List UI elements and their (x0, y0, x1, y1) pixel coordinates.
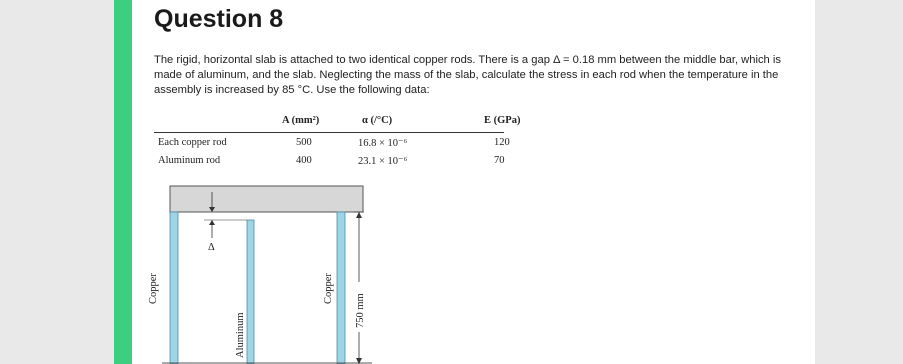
right-copper-rod (337, 212, 345, 364)
row-label: Aluminum rod (158, 155, 221, 166)
accent-bar (114, 0, 132, 364)
header-alpha: α (/°C) (362, 115, 393, 126)
row-area: 500 (296, 137, 312, 148)
aluminum-rod (247, 220, 254, 364)
gap-label: Δ (208, 242, 215, 253)
rigid-slab (170, 186, 363, 212)
row-area: 400 (296, 155, 312, 166)
rod-slab-diagram (132, 178, 392, 364)
right-rod-label: Copper (323, 273, 334, 304)
row-modulus: 120 (494, 137, 510, 148)
middle-rod-label: Aluminum (235, 312, 246, 358)
row-label: Each copper rod (158, 137, 227, 148)
gap-arrowhead-up (209, 220, 215, 225)
left-rod-label: Copper (148, 273, 159, 304)
row-alpha: 23.1 × 10⁻⁶ (358, 156, 408, 167)
table-rule (154, 132, 504, 133)
question-card (132, 0, 815, 364)
row-alpha: 16.8 × 10⁻⁶ (358, 138, 408, 149)
problem-statement: The rigid, horizontal slab is attached to two identical copper rods. There is a gap Δ = 0.18 mm between the middle bar, which is made of aluminum, and the slab. Neglecting the mass of the slab, calculate the stress in each rod when the temperature in the assembly is increased by 85 °C. Use the following data: (154, 54, 781, 96)
left-copper-rod (170, 212, 178, 364)
length-label: 750 mm (355, 293, 366, 328)
dim-arrowhead-up (356, 212, 362, 218)
header-area: A (mm²) (282, 115, 320, 126)
question-title: Question 8 (154, 5, 284, 33)
data-table (154, 115, 674, 175)
header-modulus: E (GPa) (484, 115, 521, 126)
row-modulus: 70 (494, 155, 505, 166)
